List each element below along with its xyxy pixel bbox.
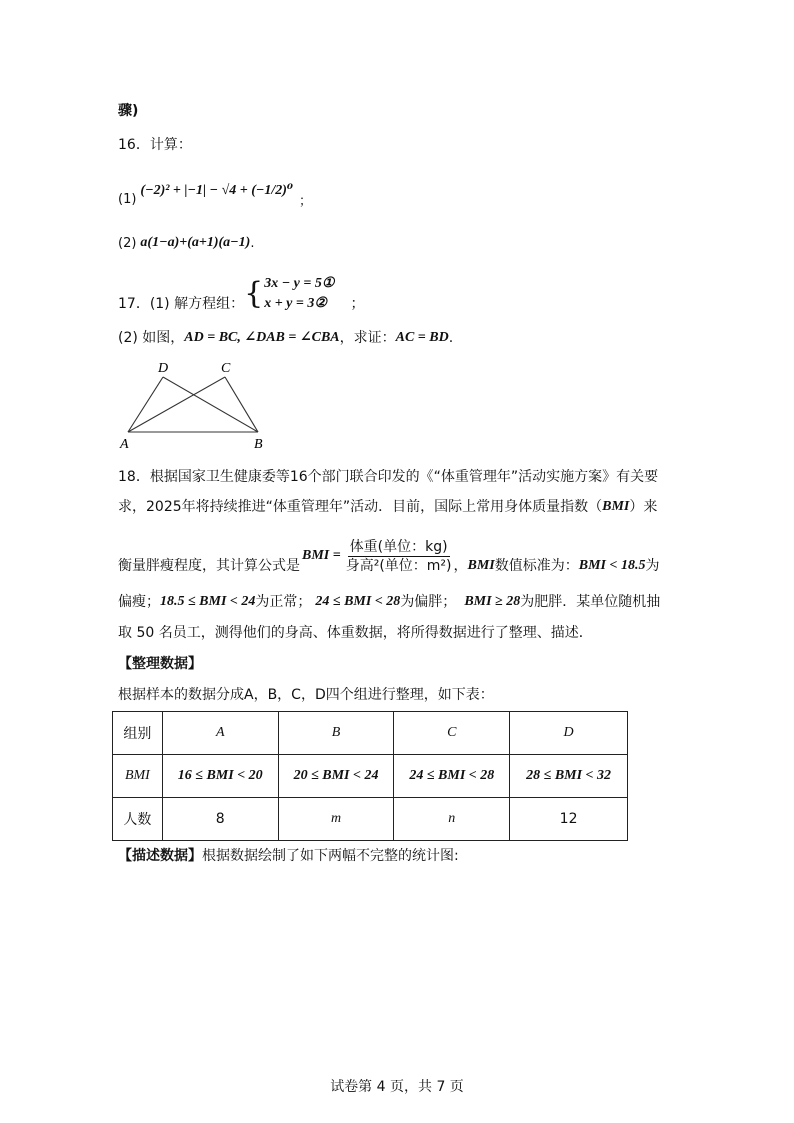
q17-part1-end: ； <box>350 296 365 312</box>
q16-part1 <box>118 170 312 210</box>
q18-line-3-comma: ， <box>453 558 468 574</box>
q18-table-intro: 根据样本的数据分成A，B，C，D四个组进行整理，如下表： <box>118 687 494 703</box>
q16-part2 <box>118 232 254 254</box>
q18-standard-2: 18.5 ≤ BMI < 24 <box>160 594 256 609</box>
q17-part1 <box>118 272 364 316</box>
q18-line-2-end: ）来 <box>629 499 658 515</box>
q16-part1-label: (1) <box>118 191 137 207</box>
table-range-b: 20 ≤ BMI < 24 <box>278 755 394 798</box>
q18-line-4 <box>118 592 660 612</box>
q18-standard-4: BMI ≥ 28 <box>464 594 521 609</box>
segment-ad <box>128 377 163 432</box>
label-a: A <box>120 437 129 452</box>
q17-part2-end: . <box>448 330 454 346</box>
table-count-a: 8 <box>162 798 278 841</box>
q17-equation-system <box>264 274 334 314</box>
q18-standard-1: BMI < 18.5 <box>578 558 646 573</box>
q18-line-3-standard: 数值标准为： <box>494 558 579 574</box>
table-range-a: 16 ≤ BMI < 20 <box>162 755 278 798</box>
q16-title: 16．计算： <box>118 137 192 153</box>
q18-section-describe-title: 【描述数据】 <box>118 848 202 864</box>
q18-line-4-d: 为肥胖．某单位随机抽 <box>520 594 661 610</box>
table-count-c: n <box>394 798 510 841</box>
q17-part2-goal: AC = BD <box>395 330 449 345</box>
q18-standard-3: 24 ≤ BMI < 28 <box>315 594 401 609</box>
q18-formula-denominator: 身高²(单位：m²) <box>345 557 452 574</box>
q16-part2-expression: a(1−a)+(a+1)(a−1) <box>140 235 251 250</box>
table-row-count <box>113 798 628 841</box>
label-b: B <box>254 437 263 452</box>
segment-bc <box>225 377 258 432</box>
table-count-d: 12 <box>510 798 628 841</box>
q18-line-4-c: 为偏胖； <box>400 594 457 610</box>
q18-line-4-a: 偏瘦； <box>118 594 160 610</box>
q18-line-2-text: 求，2025年将持续推进“体重管理年”活动．目前，国际上常用身体质量指数（ <box>118 499 603 515</box>
q16-part1-expression: (−2)² + |−1| − √4 + (−1/2)⁰ <box>140 182 294 198</box>
q18-section-organize: 【整理数据】 <box>118 656 202 672</box>
table-row-bmi <box>113 755 628 798</box>
q17-part2-condition: AD = BC, ∠DAB = ∠CBA <box>184 330 340 345</box>
q17-part2-mid: ，求证： <box>339 330 396 346</box>
q18-line-3-end: 为 <box>645 558 660 574</box>
q18-line-2 <box>118 497 657 517</box>
table-range-d: 28 ≤ BMI < 32 <box>510 755 628 798</box>
table-group-c: C <box>394 712 510 755</box>
q18-line-3-text: 衡量胖瘦程度，其计算公式是 <box>118 558 300 574</box>
q17-part2 <box>118 328 453 348</box>
q18-line-3 <box>118 534 659 578</box>
q18-formula-fraction <box>344 538 454 575</box>
q17-part1-prefix: 17．(1) 解方程组： <box>118 296 245 312</box>
table-group-d: D <box>510 712 628 755</box>
q18-formula-numerator: 体重(单位：kg) <box>349 538 448 555</box>
q18-line-5: 取 50 名员工，测得他们的身高、体重数据，将所得数据进行了整理、描述． <box>118 625 593 641</box>
table-group-a: A <box>162 712 278 755</box>
table-header-bmi: BMI <box>113 755 163 798</box>
label-c: C <box>221 361 231 376</box>
label-d: D <box>158 361 169 376</box>
q17-equation-2: x + y = 3② <box>264 296 327 311</box>
q17-part2-prefix: (2) 如图， <box>118 330 185 346</box>
q18-line-1: 18．根据国家卫生健康委等16个部门联合印发的《“体重管理年”活动实施方案》有关要 <box>118 469 659 485</box>
bmi-group-table <box>112 711 628 841</box>
q17-system-brace: { <box>244 276 264 311</box>
q18-section-describe-text: 根据数据绘制了如下两幅不完整的统计图: <box>202 848 459 864</box>
q16-part1-end: ； <box>299 193 313 209</box>
q18-section-describe <box>118 846 459 866</box>
q16-part2-label: (2) <box>118 235 137 251</box>
q18-line-4-b: 为正常； <box>255 594 312 610</box>
q18-bmi-term-2: BMI <box>467 558 495 573</box>
q17-equation-1: 3x − y = 5① <box>264 276 335 291</box>
q18-formula-lhs: BMI = <box>302 548 341 563</box>
header-fragment: 骤) <box>118 103 139 119</box>
table-count-b: m <box>278 798 394 841</box>
q16-part2-end: . <box>250 235 255 251</box>
q18-bmi-term: BMI <box>602 499 630 514</box>
table-range-c: 24 ≤ BMI < 28 <box>394 755 510 798</box>
table-row-groups <box>113 712 628 755</box>
table-header-count: 人数 <box>113 798 163 841</box>
table-group-b: B <box>278 712 394 755</box>
table-header-group: 组别 <box>113 712 163 755</box>
page-footer: 试卷第 4 页，共 7 页 <box>330 1079 464 1095</box>
q17-figure <box>112 358 282 454</box>
